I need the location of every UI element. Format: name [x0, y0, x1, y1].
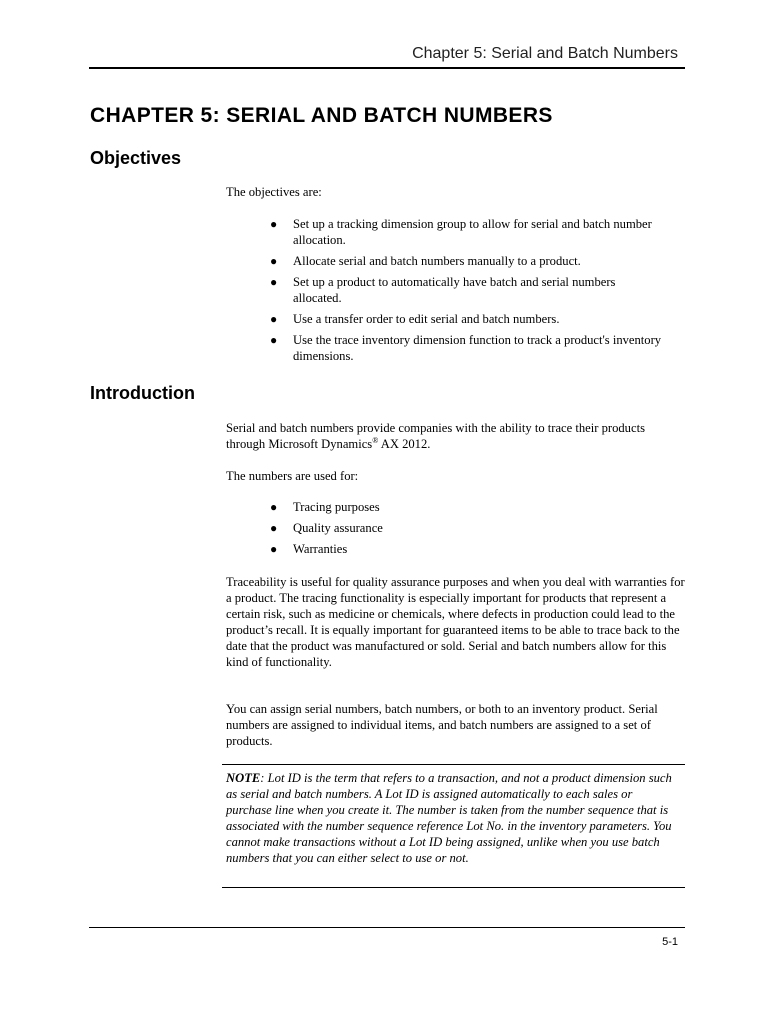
bullet-icon: ● — [270, 217, 278, 231]
header-rule — [89, 67, 685, 69]
page-number: 5-1 — [662, 936, 678, 948]
note-label: NOTE — [226, 771, 261, 785]
objectives-list — [226, 216, 666, 369]
uses-intro: The numbers are used for: — [226, 469, 359, 483]
list-item — [226, 499, 666, 515]
bullet-icon: ● — [270, 521, 278, 535]
para1-text: Serial and batch numbers provide companies with the ability to trace their products through Microsoft Dynamics — [226, 421, 645, 451]
list-item-text: Set up a product to automatically have batch and serial numbers allocated. — [293, 275, 616, 305]
introduction-paragraph-1 — [226, 420, 686, 452]
list-item-text: Set up a tracking dimension group to allow for serial and batch number allocation. — [293, 217, 652, 247]
note-text — [226, 770, 681, 866]
list-item-text: Quality assurance — [293, 521, 383, 535]
list-item-text: Tracing purposes — [293, 500, 380, 514]
list-item — [226, 332, 666, 364]
list-item-text: Use the trace inventory dimension function to track a product's inventory dimensions. — [293, 333, 662, 363]
note-box — [222, 764, 685, 888]
footer-rule — [89, 927, 685, 928]
bullet-icon: ● — [270, 312, 278, 326]
introduction-heading: Introduction — [90, 383, 195, 403]
bullet-icon: ● — [270, 275, 278, 289]
list-item-text: Allocate serial and batch numbers manually to a product. — [293, 254, 581, 268]
list-item — [226, 274, 666, 306]
bullet-icon: ● — [270, 333, 278, 347]
introduction-paragraph-2: Traceability is useful for quality assurance purposes and when you deal with warranties for a product. The tracing functionality is especially important for products that represent a certain risk, such as medicine or chemicals, where defects in production could lead to the product’s recall. It is equally important for guaranteed items to be able to trace back to the date that the product was manufactured or sold. Serial and batch numbers allow for this kind of functionality. — [226, 575, 685, 669]
list-item — [226, 253, 666, 269]
list-item-text: Warranties — [293, 542, 348, 556]
list-item — [226, 541, 666, 557]
bullet-icon: ● — [270, 254, 278, 268]
bullet-icon: ● — [270, 500, 278, 514]
para1-tail: AX 2012. — [378, 437, 431, 451]
objectives-intro: The objectives are: — [226, 185, 322, 199]
note-body: : Lot ID is the term that refers to a transaction, and not a product dimension such as serial and batch numbers. A Lot ID is assigned automatically to each sales or purchase line when you create it. The number is taken from the number sequence that is associated with the number sequence reference Lot No. in the inventory parameters. You cannot make transactions without a Lot ID being assigned, unlike when you use batch numbers that you can either select to use or not. — [226, 771, 672, 865]
list-item-text: Use a transfer order to edit serial and batch numbers. — [293, 312, 560, 326]
registered-mark: ® — [372, 435, 379, 445]
list-item — [226, 311, 666, 327]
objectives-heading: Objectives — [90, 148, 182, 168]
bullet-icon: ● — [270, 542, 278, 556]
introduction-paragraph-3: You can assign serial numbers, batch numbers, or both to an inventory product. Serial numbers are assigned to individual items, and batch numbers are assigned to a set of products. — [226, 702, 658, 748]
uses-list — [226, 499, 666, 562]
running-header: Chapter 5: Serial and Batch Numbers — [412, 45, 678, 62]
chapter-title: CHAPTER 5: SERIAL AND BATCH NUMBERS — [90, 104, 553, 127]
list-item — [226, 520, 666, 536]
list-item — [226, 216, 666, 248]
